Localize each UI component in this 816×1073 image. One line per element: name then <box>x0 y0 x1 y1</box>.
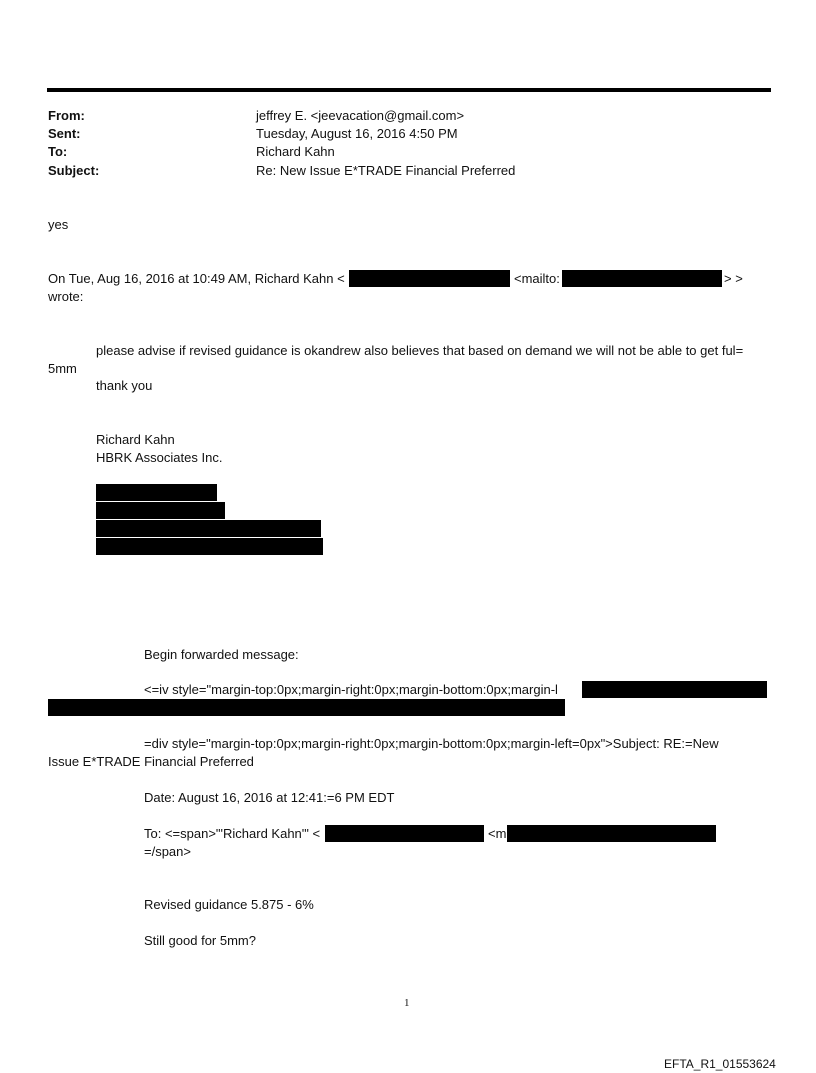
redaction-div-1 <box>582 681 767 698</box>
from-value: jeffrey E. <jeevacation@gmail.com> <box>256 108 465 123</box>
date-line: Date: August 16, 2016 at 12:41:=6 PM EDT <box>144 790 395 805</box>
signature-name: Richard Kahn <box>96 432 175 447</box>
advise-line: please advise if revised guidance is okandrew also believes that based on demand we will not be able to get ful= <box>96 343 744 358</box>
subject-line: =div style="margin-top:0px;margin-right:0px;margin-bottom:0px;margin-left=0px">Subject: RE:=New <box>144 736 719 751</box>
still-good-question: Still good for 5mm? <box>144 933 256 948</box>
quote-wrote: wrote: <box>48 289 84 304</box>
quote-close: > > <box>724 271 743 286</box>
sent-label: Sent: <box>48 126 81 141</box>
redaction-to-2 <box>507 825 716 842</box>
to-line-wrap: =/span> <box>144 844 191 859</box>
div-line: <=iv style="margin-top:0px;margin-right:0px;margin-bottom:0px;margin-l <box>144 682 558 697</box>
redaction-email <box>349 270 510 287</box>
from-label: From: <box>48 108 85 123</box>
revised-guidance: Revised guidance 5.875 - 6% <box>144 897 314 912</box>
header-rule <box>47 88 771 92</box>
page-number: 1 <box>404 997 410 1009</box>
to-label: To: <box>48 144 68 159</box>
document-id: EFTA_R1_01553624 <box>664 1057 776 1071</box>
subject-line-wrap: Issue E*TRADE Financial Preferred <box>48 754 254 769</box>
redaction-mailto <box>562 270 722 287</box>
redaction-sig-2 <box>96 502 225 519</box>
to-line: To: <=span>"'Richard Kahn'" < <box>144 826 321 841</box>
to-value: Richard Kahn <box>256 144 335 159</box>
quote-line-start: On Tue, Aug 16, 2016 at 10:49 AM, Richard Kahn < <box>48 271 345 286</box>
to-line-m: <m <box>488 826 507 841</box>
redaction-sig-1 <box>96 484 217 501</box>
signature-company: HBRK Associates Inc. <box>96 450 223 465</box>
redaction-sig-4 <box>96 538 323 555</box>
subject-value: Re: New Issue E*TRADE Financial Preferred <box>256 163 516 178</box>
reply-text: yes <box>48 217 69 232</box>
subject-label: Subject: <box>48 163 100 178</box>
thanks-line: thank you <box>96 378 153 393</box>
advise-wrap: 5mm <box>48 361 77 376</box>
redaction-div-2 <box>48 699 565 716</box>
quote-mailto: <mailto: <box>514 271 560 286</box>
redaction-sig-3 <box>96 520 321 537</box>
sent-value: Tuesday, August 16, 2016 4:50 PM <box>256 126 458 141</box>
forwarded-heading: Begin forwarded message: <box>144 647 299 662</box>
redaction-to-1 <box>325 825 484 842</box>
